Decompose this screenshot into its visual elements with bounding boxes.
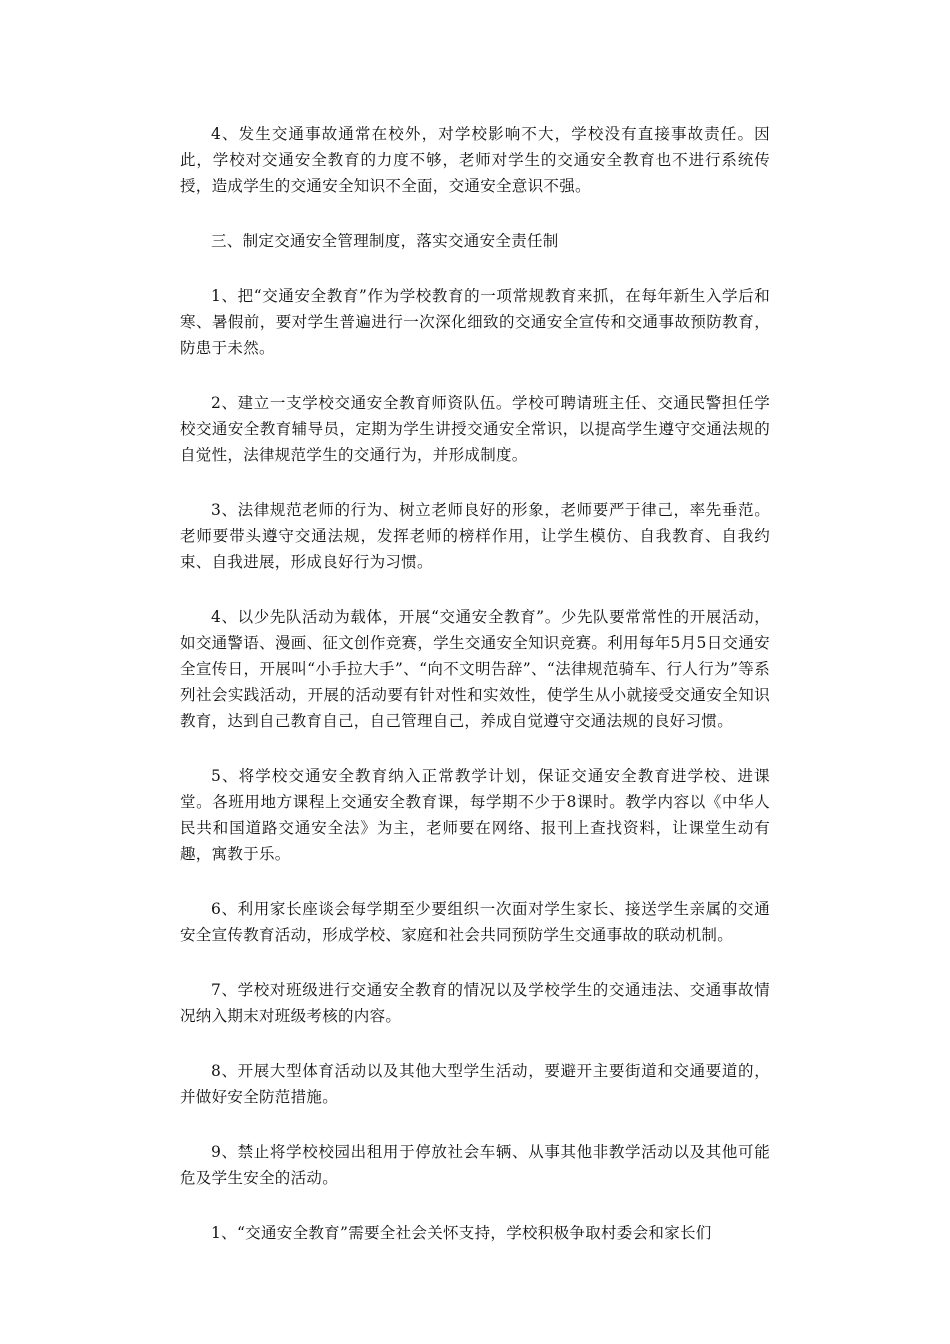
paragraph-accident-cause-4: 4、发生交通事故通常在校外，对学校影响不大，学校没有直接事故责任。因此，学校对交通安全教育的力度不够，老师对学生的交通安全教育也不进行系统传授，造成学生的交通安全知识不全面，交通安全意识不强。 xyxy=(180,125,770,195)
paragraph-measure-6: 6、利用家长座谈会每学期至少要组织一次面对学生家长、接送学生亲属的交通安全宣传教育活动，形成学校、家庭和社会共同预防学生交通事故的联动机制。 xyxy=(180,900,770,944)
paragraph-measure-7: 7、学校对班级进行交通安全教育的情况以及学校学生的交通违法、交通事故情况纳入期末对班级考核的内容。 xyxy=(180,981,770,1025)
paragraph-measure-1: 1、把“交通安全教育”作为学校教育的一项常规教育来抓，在每年新生入学后和寒、暑假前，要对学生普遍进行一次深化细致的交通安全宣传和交通事故预防教育，防患于未然。 xyxy=(180,287,770,357)
paragraph-measure-8: 8、开展大型体育活动以及其他大型学生活动，要避开主要街道和交通要道的，并做好安全防范措施。 xyxy=(180,1062,770,1106)
paragraph-measure-2: 2、建立一支学校交通安全教育师资队伍。学校可聘请班主任、交通民警担任学校交通安全教育辅导员，定期为学生讲授交通安全常识，以提高学生遵守交通法规的自觉性，法律规范学生的交通行为，并形成制度。 xyxy=(180,394,770,464)
paragraph-measure-9: 9、禁止将学校校园出租用于停放社会车辆、从事其他非教学活动以及其他可能危及学生安全的活动。 xyxy=(180,1143,770,1187)
section-heading-3: 三、制定交通安全管理制度，落实交通安全责任制 xyxy=(211,232,559,250)
paragraph-measure-10-partial: 1、“交通安全教育”需要全社会关怀支持，学校积极争取村委会和家长们 xyxy=(211,1224,712,1242)
document-page xyxy=(180,121,770,1275)
paragraph-measure-5: 5、将学校交通安全教育纳入正常教学计划，保证交通安全教育进学校、进课堂。各班用地方课程上交通安全教育课，每学期不少于8课时。教学内容以《中华人民共和国道路交通安全法》为主，老师要在网络、报刊上查找资料，让课堂生动有趣，寓教于乐。 xyxy=(180,767,770,863)
paragraph-measure-3: 3、法律规范老师的行为、树立老师良好的形象，老师要严于律己，率先垂范。老师要带头遵守交通法规，发挥老师的榜样作用，让学生模仿、自我教育、自我约束、自我进展，形成良好行为习惯。 xyxy=(180,501,770,571)
paragraph-measure-4: 4、以少先队活动为载体，开展“交通安全教育”。少先队要常常性的开展活动，如交通警语、漫画、征文创作竞赛，学生交通安全知识竞赛。利用每年5月5日交通安全宣传日，开展叫“小手拉大手”、“向不文明告辞”、“法律规范骑车、行人行为”等系列社会实践活动，开展的活动要有针对性和实效性，使学生从小就接受交通安全知识教育，达到自己教育自己，自己管理自己，养成自觉遵守交通法规的良好习惯。 xyxy=(180,608,770,730)
